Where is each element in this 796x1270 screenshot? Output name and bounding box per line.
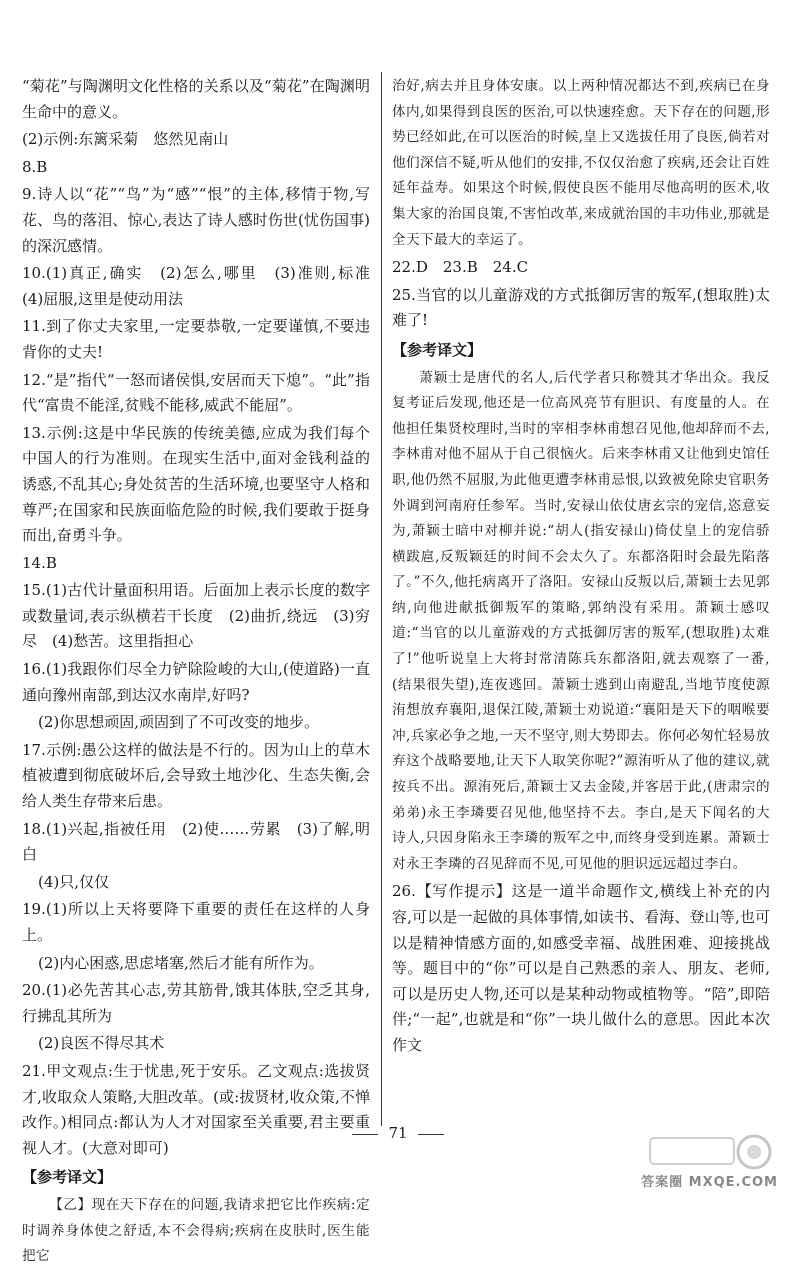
reference-translation-right: 萧颖士是唐代的名人,后代学者只称赞其才华出众。我反复考证后发现,他还是一位高风亮节有胆识、有度量的人。在他担任集贤校理时,当时的宰相李林甫想召见他,他却辞而不去,李林甫对他不屈从于自己很恼火。后来李林甫又让他到史馆任职,他仍然不屈服,为此他更遭李林甫忌恨,以致被免除史官职务外调到河南府任参军。当时,安禄山依仗唐玄宗的宠信,恣意妄为,萧颖士暗中对柳并说:“胡人(指安禄山)倚仗皇上的宠信骄横跋扈,反叛颖廷的时间不会太久了。东都洛阳时会最先陷落了。”不久,他托病离开了洛阳。安禄山反叛以后,萧颖士去见郭纳,向他进献抵御叛军的策略,郭纳没有采用。萧颖士感叹道:“当官的以儿童游戏的方式抵御厉害的叛军,(想取胜)太难了!”他听说皇上大将封常清陈兵东都洛阳,就去观察了一番,(结果很失望),连夜逃回。萧颖士逃到山南避乱,当地节度使源洧想放弃襄阳,退保江陵,萧颖士劝说道:“襄阳是天下的咽喉要冲,兵家必争之地,一天不坚守,则大势即去。你何必匆忙轻易放弃这个战略要地,让天下人取笑你呢?”源洧听从了他的建议,就按兵不出。源洧死后,萧颖士又去金陵,并客居于此,(唐肃宗的弟弟)永王李璘要召见他,他坚持不去。李白,是天下闻名的大诗人,只因身陷永王李璘的叛军之中,而终身受到连累。萧颖士对永王李璘的召见辞而不见,可见他的胆识远远超过李白。 bbox=[392, 369, 770, 872]
answer-18-part1: 18.(1)兴起,指被任用 (2)使……劳累 (3)了解,明白 bbox=[22, 819, 370, 864]
answer-10: 10.(1)真正,确实 (2)怎么,哪里 (3)准则,标准 (4)屈服,这里是使动用法 bbox=[22, 264, 386, 308]
footer-rule-left bbox=[352, 1134, 378, 1135]
answer-15: 15.(1)古代计量面积用语。后面加上表示长度的数字或数量词,表示纵横若干长度 (2)曲折,绕远 (3)穷尽 (4)愁苦。这里指担心 bbox=[22, 581, 370, 651]
answer-21: 21.甲文观点:生于忧患,死于安乐。乙文观点:选拔贤才,收取众人策略,大胆改革。(或:拔贤材,收众策,不惮改作。)相同点:都认为人才对国家至关重要,君主要重视人才。(大意对即可) bbox=[22, 1061, 370, 1157]
page-number: 71 bbox=[388, 1124, 408, 1142]
answer-26-writing-tip: 26.【写作提示】这是一道半命题作文,横线上补充的内容,可以是一起做的具体事情,如读书、看海、登山等,也可以是精神情感方面的,如感受幸福、战胜困难、迎接挑战等。题目中的“你”可以是自己熟悉的亲人、朋友、老师,可以是历史人物,还可以是某种动物或植物等。“陪”,即陪伴;“一起”,也就是和“你”一块儿做什么的意思。因此本次作文 bbox=[392, 882, 770, 1054]
answer-19-part2: (2)内心困惑,思虑堵塞,然后才能有所作为。 bbox=[38, 953, 324, 972]
answer-13: 13.示例:这是中华民族的传统美德,应成为我们每个中国人的行为准则。在现实生活中,面对金钱利益的诱惑,不乱其心;身处贫苦的生活环境,也要坚守人格和尊严;在国家和民族面临危险的时候,我们要敢于挺身而出,奋勇斗争。 bbox=[22, 423, 370, 545]
intro-paragraph: “菊花”与陶渊明文化性格的关系以及“菊花”在陶渊明生命中的意义。 bbox=[22, 77, 370, 121]
answer-20-part2: (2)良医不得尽其术 bbox=[38, 1034, 165, 1053]
answer-18-part2: (4)只,仅仅 bbox=[38, 872, 110, 891]
answer-8: 8.B bbox=[22, 157, 48, 176]
answer-25: 25.当官的以儿童游戏的方式抵御厉害的叛军,(想取胜)太难了! bbox=[392, 285, 770, 330]
answer-11: 11.到了你丈夫家里,一定要恭敬,一定要谨慎,不要违背你的丈夫! bbox=[22, 317, 370, 361]
answer-19-part1: 19.(1)所以上天将要降下重要的责任在这样的人身上。 bbox=[22, 900, 370, 944]
watermark-text: 答案圈 MXQE.COM bbox=[641, 1175, 778, 1190]
answers-22-24: 22.D 23.B 24.C bbox=[392, 258, 529, 277]
intro-example: (2)示例:东篱采菊 悠然见南山 bbox=[22, 130, 229, 149]
footer-rule-right bbox=[418, 1134, 444, 1135]
answer-16-part2: (2)你思想顽固,顽固到了不可改变的地步。 bbox=[38, 713, 320, 732]
reference-translation-left: 【乙】现在天下存在的问题,我请求把它比作疾病:定时调养身体使之舒适,本不会得病;疾病在皮肤时,医生能把它 bbox=[22, 1196, 370, 1265]
left-column bbox=[22, 74, 386, 1265]
answer-20-part1: 20.(1)必先苦其心志,劳其筋骨,饿其体肤,空乏其身,行拂乱其所为 bbox=[22, 981, 370, 1025]
reference-translation-continued: 治好,病去并且身体安康。以上两种情况都达不到,疾病已在身体内,如果得到良医的医治,可以快速痊愈。天下存在的问题,形势已经如此,在可以医治的时候,皇上又选拔任用了良医,倘若对他们深信不疑,听从他们的安排,不仅仅治愈了疾病,还会让百姓延年益寿。如果这个时候,假使良医不能用尽他高明的医术,收集大家的治国良策,不害怕改革,来成就治国的丰功伟业,那就是全天下最大的幸运了。 bbox=[392, 78, 770, 248]
answer-17: 17.示例:愚公这样的做法是不行的。因为山上的草木植被遭到彻底破坏后,会导致土地沙化、生态失衡,会给人类生存带来后患。 bbox=[22, 740, 370, 811]
right-column bbox=[392, 74, 770, 1138]
column-divider bbox=[381, 72, 382, 1126]
answer-16-part1: 16.(1)我跟你们尽全力铲除险峻的大山,(使道路)一直通向豫州南部,到达汉水南岸,好吗? bbox=[22, 660, 370, 704]
reference-translation-title-right: 【参考译文】 bbox=[392, 340, 483, 359]
answer-14: 14.B bbox=[22, 553, 57, 572]
answer-12: 12.“是”指代“一怒而诸侯惧,安居而天下熄”。“此”指代“富贵不能淫,贫贱不能移,威武不能屈”。 bbox=[22, 370, 370, 415]
reference-translation-title-left: 【参考译文】 bbox=[22, 1168, 113, 1187]
answer-9: 9.诗人以“花”“鸟”为“感”“恨”的主体,移情于物,写花、鸟的落泪、惊心,表达了诗人感时伤世(忧伤国事)的深沉感情。 bbox=[22, 185, 370, 255]
